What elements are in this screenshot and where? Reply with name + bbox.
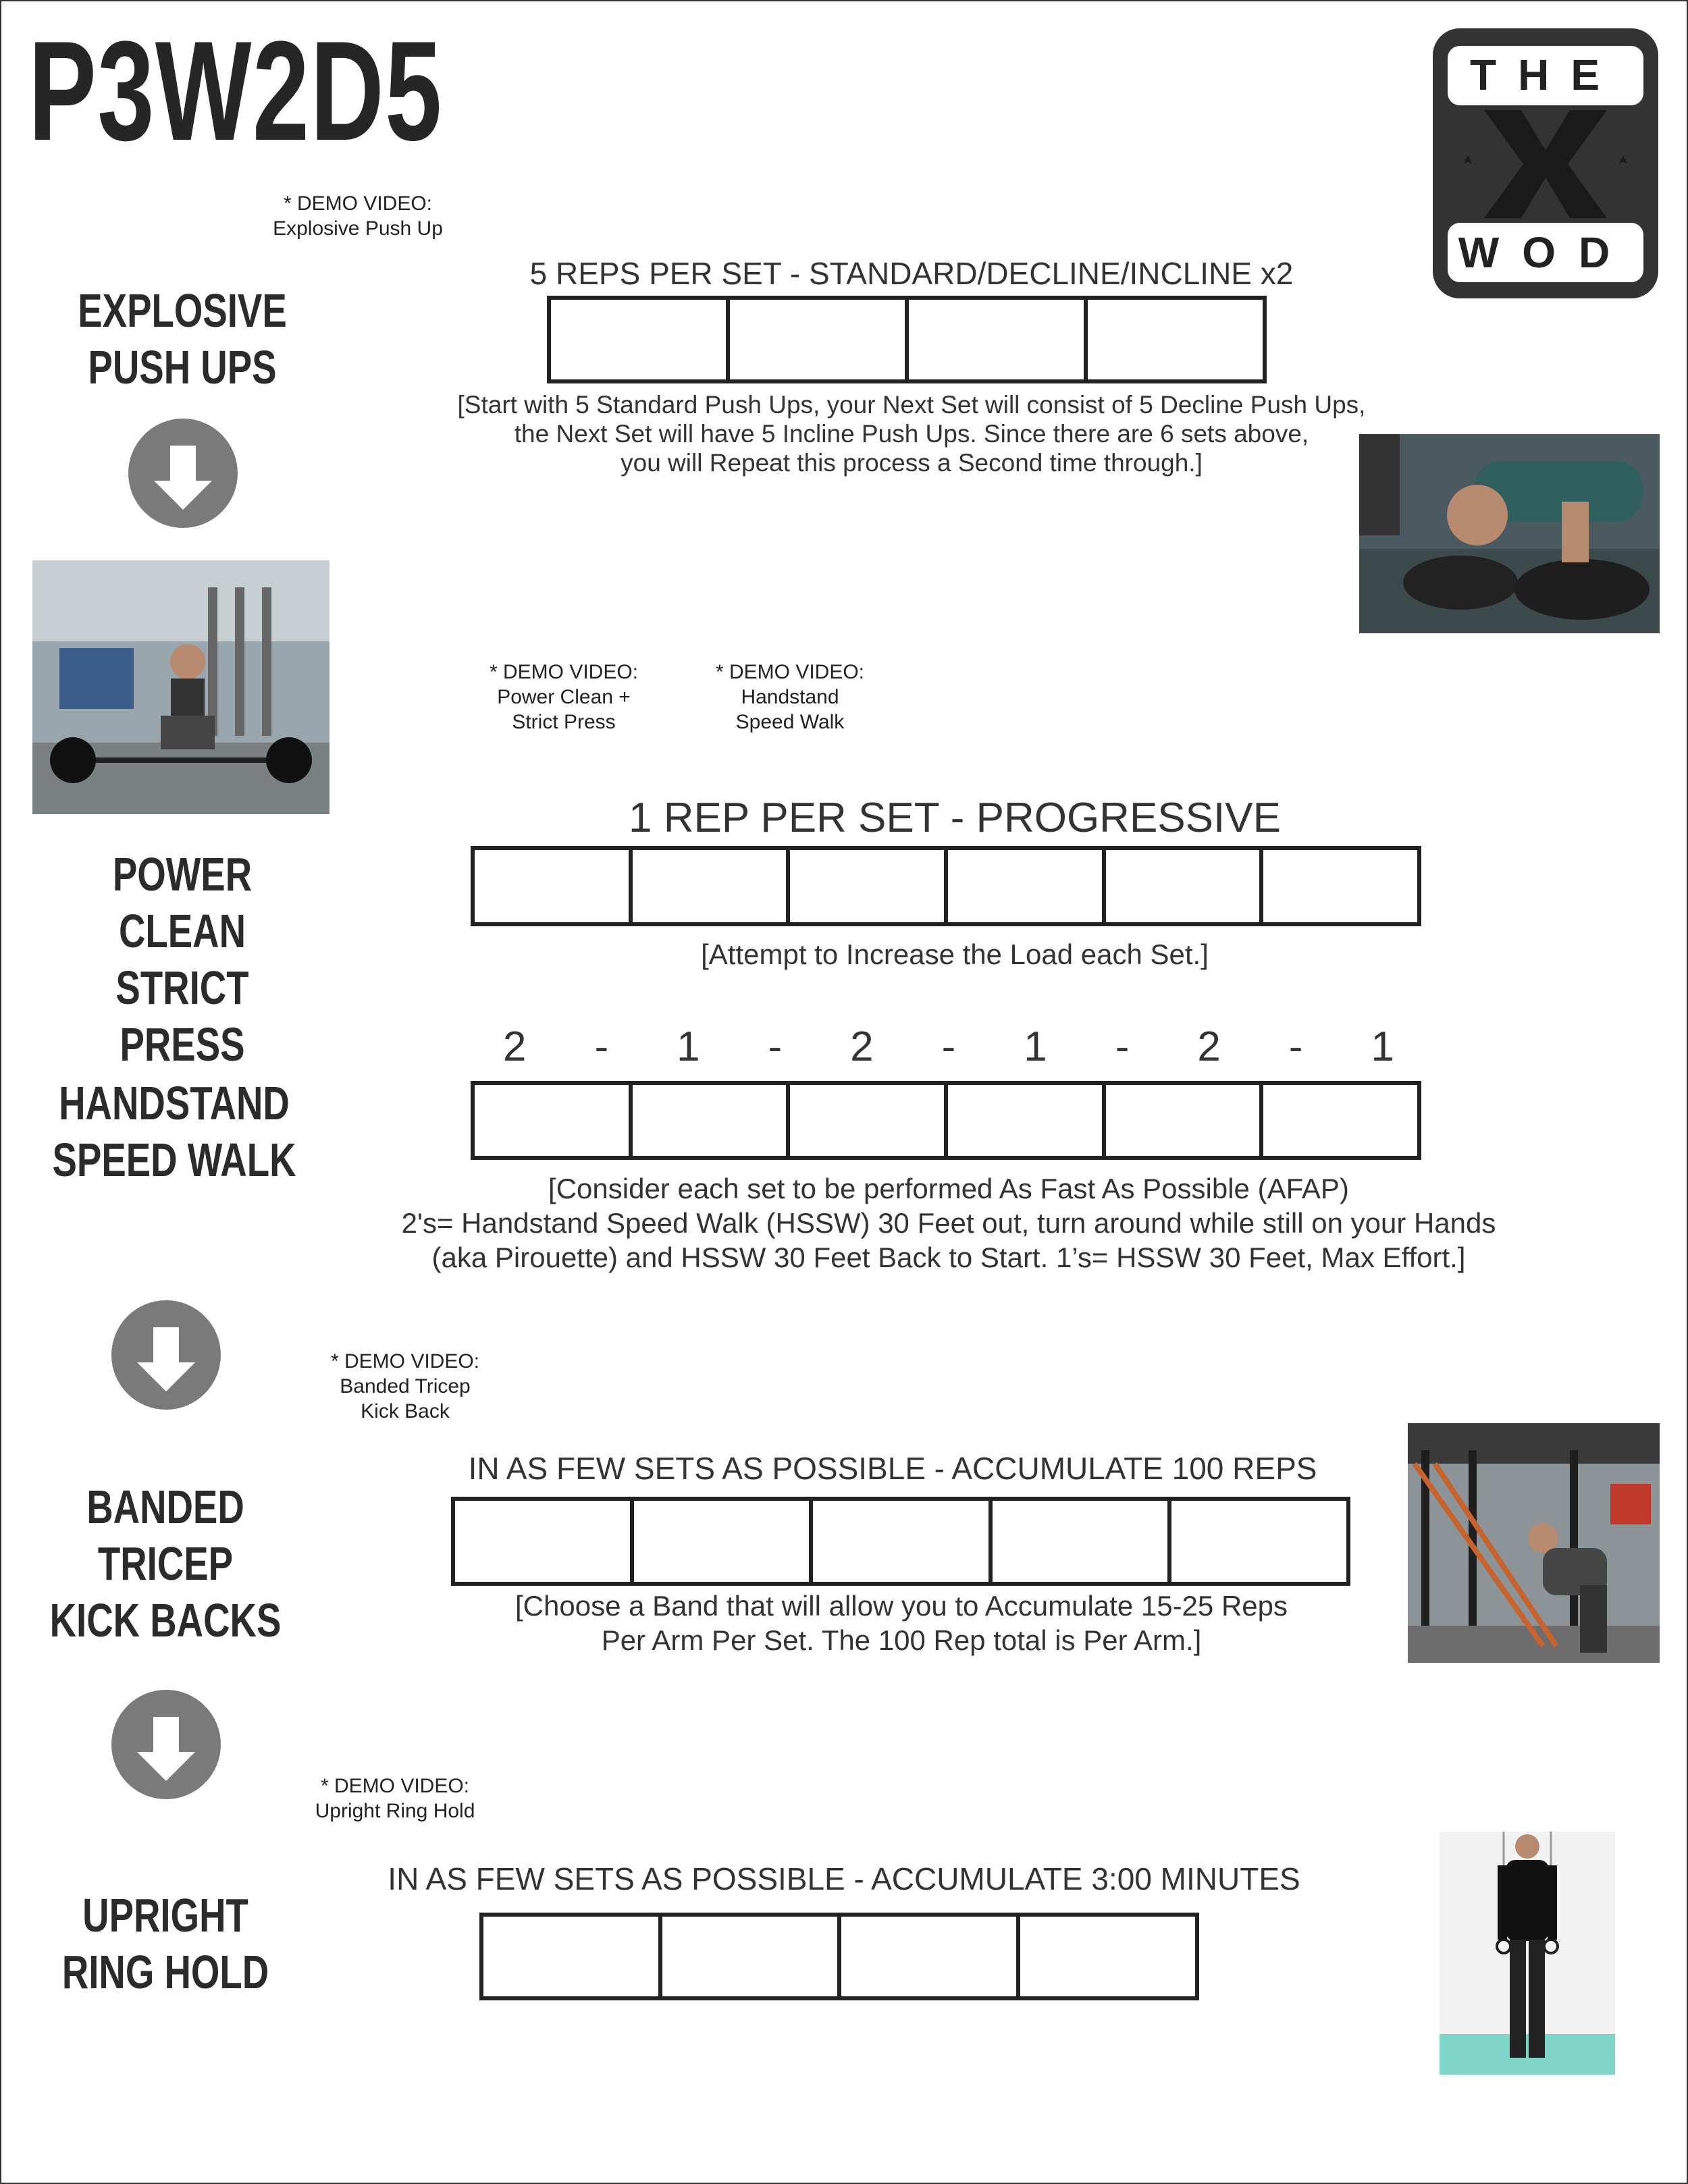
set-note-1: [Start with 5 Standard Push Ups, your Next Set will consist of 5 Decline Push Ups, the Next Set will have 5 Incline Push Ups. Since there are 6 sets above, you will Repeat this process a Second time through.]: [457, 391, 1366, 477]
down-arrow-icon: [111, 1300, 221, 1410]
the-x-wod-logo: [1430, 26, 1661, 301]
set-box[interactable]: [790, 1085, 948, 1156]
svg-text:THE: THE: [1470, 51, 1621, 99]
down-arrow-icon: [111, 1690, 221, 1799]
ring-hold-photo: [1440, 1832, 1615, 2075]
set-box[interactable]: [813, 1501, 992, 1582]
svg-text:WOD: WOD: [1458, 228, 1633, 277]
set-box[interactable]: [633, 850, 791, 922]
set-boxes-3: [471, 1081, 1421, 1160]
set-box[interactable]: [1263, 850, 1417, 922]
exercise-name-2: POWER CLEAN STRICT PRESS: [112, 848, 253, 1071]
down-arrow-icon: [128, 419, 238, 528]
set-box[interactable]: [475, 850, 633, 922]
set-box[interactable]: [1171, 1501, 1346, 1582]
demo-video-label-1[interactable]: * DEMO VIDEO: Explosive Push Up: [273, 192, 443, 240]
set-box[interactable]: [1106, 1085, 1264, 1156]
set-box[interactable]: [455, 1501, 634, 1582]
set-box[interactable]: [633, 1085, 791, 1156]
set-box[interactable]: [1020, 1917, 1195, 1996]
set-box[interactable]: [948, 1085, 1106, 1156]
banded-kickback-photo: [1408, 1423, 1660, 1663]
set-box[interactable]: [475, 1085, 633, 1156]
set-box[interactable]: [909, 300, 1088, 379]
exercise-name-3: HANDSTAND SPEED WALK: [52, 1077, 296, 1186]
demo-video-label-3[interactable]: * DEMO VIDEO: Handstand Speed Walk: [715, 661, 865, 733]
demo-video-label-2[interactable]: * DEMO VIDEO: Power Clean + Strict Press: [489, 661, 639, 733]
demo-video-label-4[interactable]: * DEMO VIDEO: Banded Tricep Kick Back: [330, 1350, 480, 1422]
set-box[interactable]: [662, 1917, 841, 1996]
set-box[interactable]: [730, 300, 909, 379]
set-box[interactable]: [634, 1501, 813, 1582]
set-box[interactable]: [948, 850, 1106, 922]
set-box[interactable]: [790, 850, 948, 922]
exercise-name-5: UPRIGHT RING HOLD: [61, 1889, 269, 1998]
set-note-2: [Attempt to Increase the Load each Set.]: [701, 938, 1209, 970]
set-boxes-2: [471, 846, 1421, 926]
set-heading-4: IN AS FEW SETS AS POSSIBLE - ACCUMULATE 100 REPS: [468, 1451, 1317, 1486]
page-title: P3W2D5: [28, 11, 443, 170]
set-boxes-4: [451, 1497, 1350, 1586]
set-note-4: [Choose a Band that will allow you to Accumulate 15-25 Reps Per Arm Per Set. The 100 Rep total is Per Arm.]: [515, 1590, 1288, 1656]
set-note-3: [Consider each set to be performed As Fast As Possible (AFAP) 2's= Handstand Speed Walk (HSSW) 30 Feet out, turn around while still on your Hands (aka Pirouette) and HSSW 30 Feet Back to Start. 1’s= HSSW 30 Feet, Max Effort.]: [401, 1173, 1496, 1273]
set-heading-5: IN AS FEW SETS AS POSSIBLE - ACCUMULATE 3:00 MINUTES: [388, 1861, 1300, 1896]
set-boxes-5: [479, 1913, 1199, 2000]
set-box[interactable]: [483, 1917, 662, 1996]
set-box[interactable]: [993, 1501, 1171, 1582]
set-box[interactable]: [1263, 1085, 1417, 1156]
set-box[interactable]: [841, 1917, 1020, 1996]
set-heading-1: 5 REPS PER SET - STANDARD/DECLINE/INCLINE x2: [529, 256, 1294, 291]
set-box[interactable]: [1088, 300, 1263, 379]
set-heading-2: 1 REP PER SET - PROGRESSIVE: [629, 795, 1281, 841]
power-clean-photo: [32, 560, 329, 814]
push-up-photo: [1359, 434, 1660, 633]
exercise-name-4: BANDED TRICEP KICK BACKS: [49, 1481, 282, 1647]
set-boxes-1: [547, 296, 1267, 383]
set-box[interactable]: [1106, 850, 1264, 922]
demo-video-label-5[interactable]: * DEMO VIDEO: Upright Ring Hold: [315, 1775, 475, 1822]
set-box[interactable]: [551, 300, 730, 379]
exercise-name-1: EXPLOSIVE PUSH UPS: [78, 284, 287, 394]
rep-sequence: 2 - 1 - 2 - 1 - 2 - 1: [503, 1023, 1394, 1070]
